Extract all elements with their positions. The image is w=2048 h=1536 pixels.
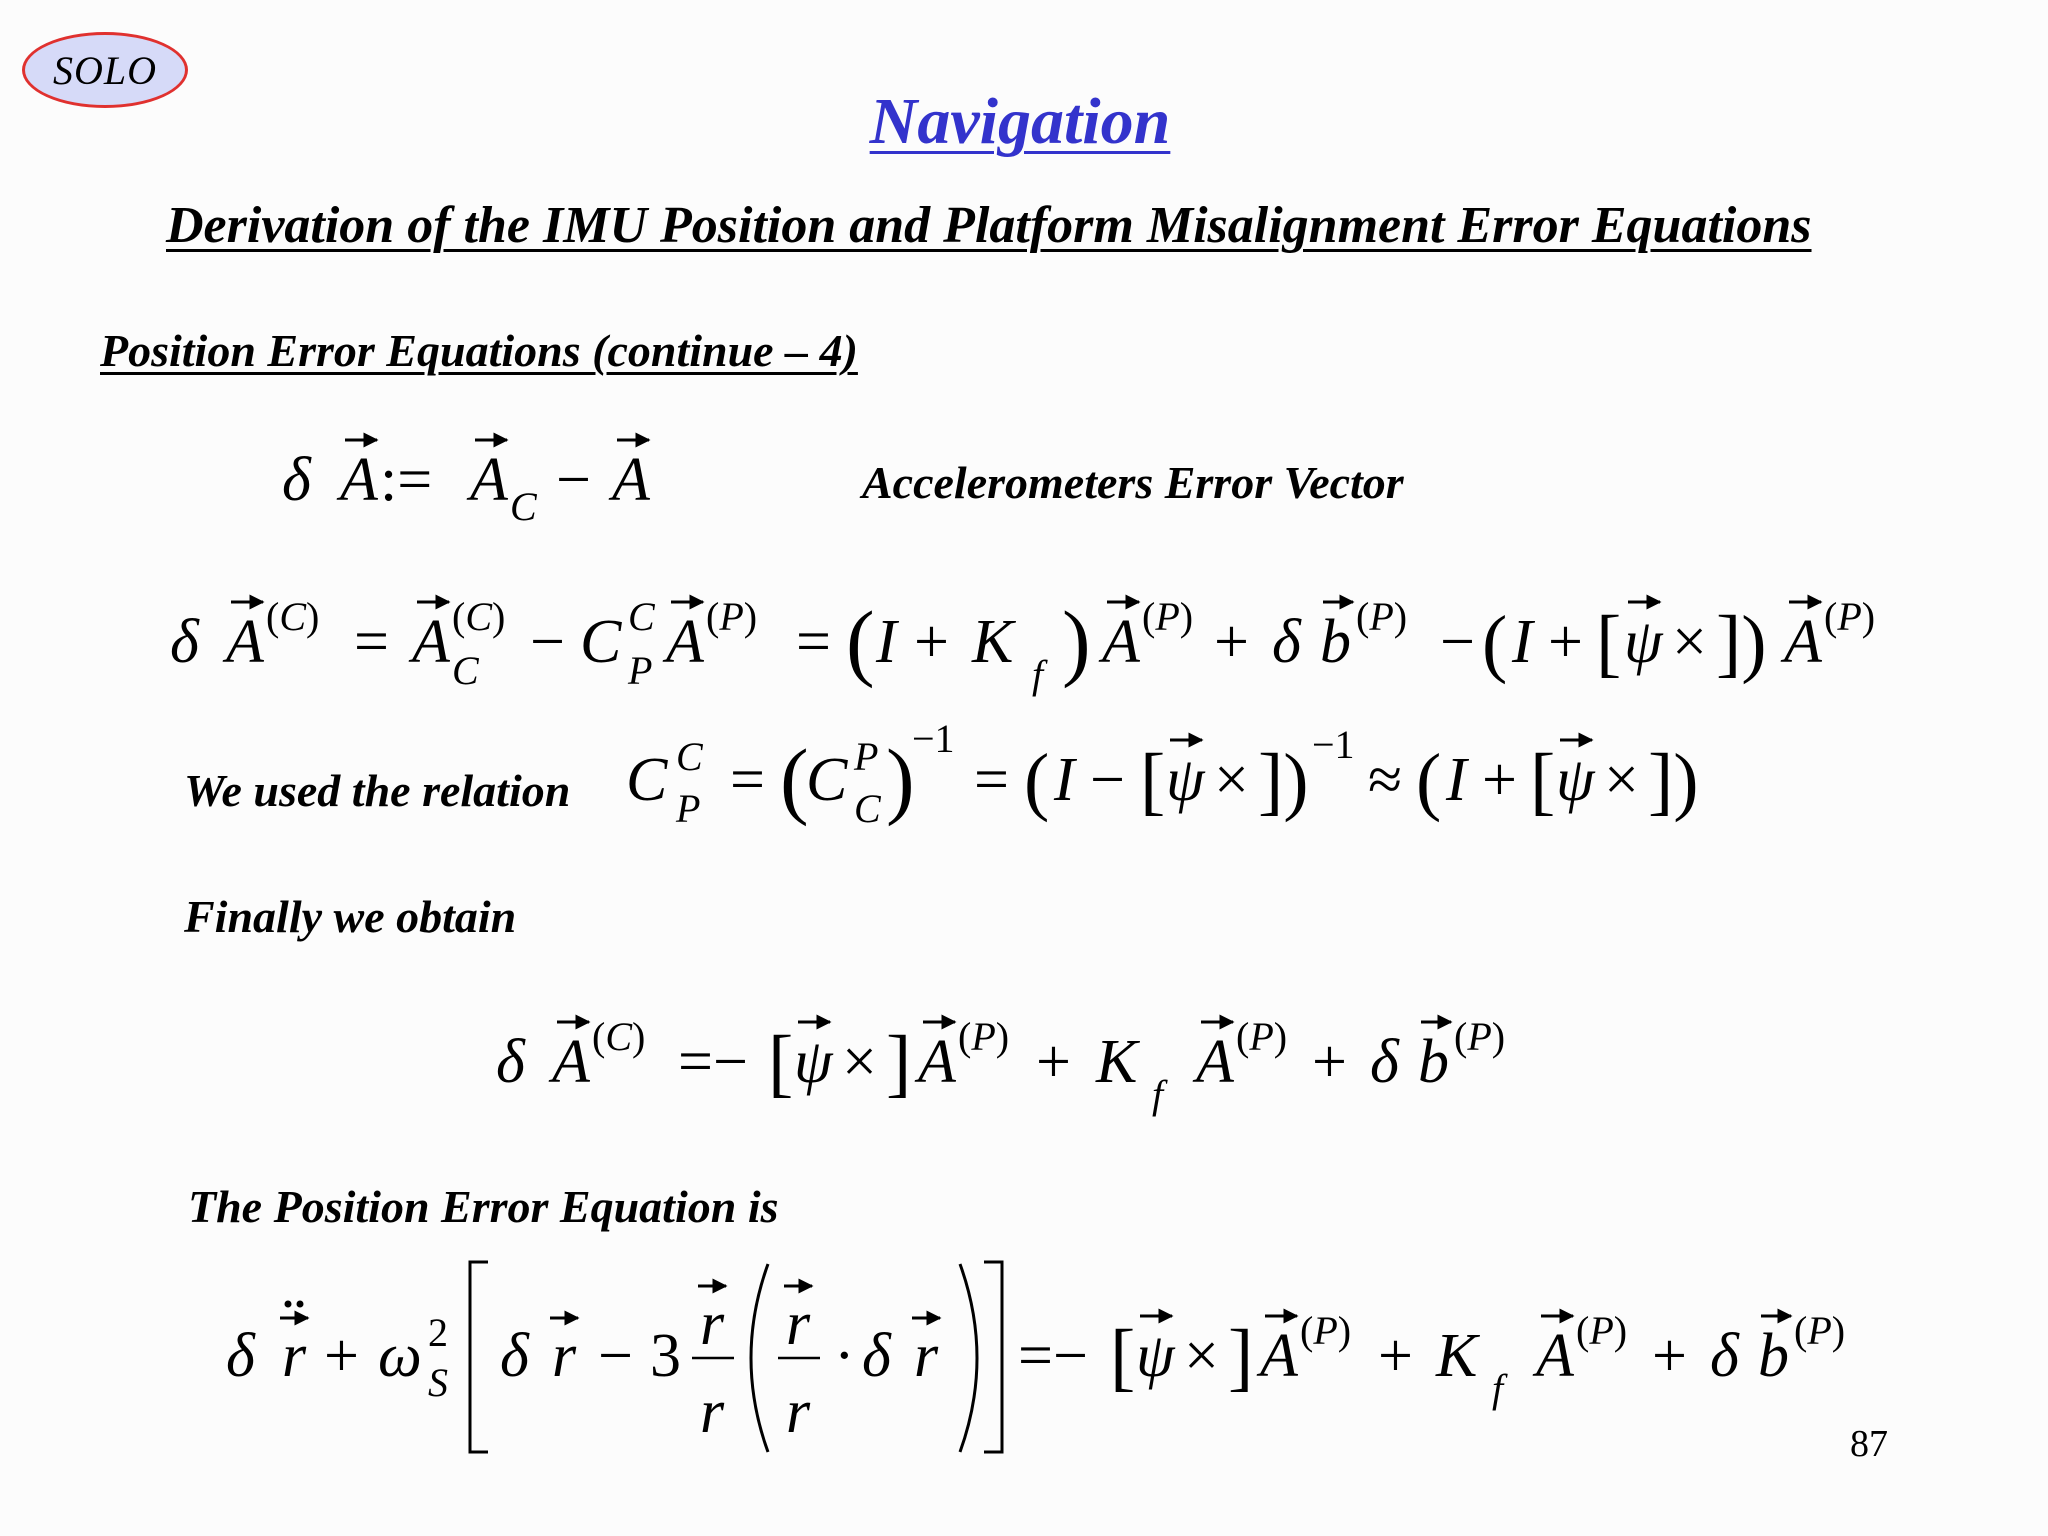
svg-text:I: I bbox=[1512, 608, 1533, 676]
svg-text:×: × bbox=[1604, 746, 1639, 814]
svg-text:(: ( bbox=[1024, 739, 1050, 823]
svg-text:=−: =− bbox=[678, 1028, 748, 1096]
svg-text:+: + bbox=[1036, 1028, 1071, 1096]
slide-subtitle: Derivation of the IMU Position and Platform Misalignment Error Equations bbox=[166, 197, 1812, 254]
svg-text:(P): (P) bbox=[1236, 1014, 1288, 1059]
svg-text:A: A bbox=[470, 446, 508, 514]
svg-text:P: P bbox=[854, 734, 879, 779]
svg-text:(P): (P) bbox=[1454, 1014, 1506, 1059]
svg-text:[: [ bbox=[1110, 1315, 1136, 1399]
svg-text:C: C bbox=[510, 484, 537, 529]
svg-text:A: A bbox=[226, 608, 264, 676]
svg-text:≈: ≈ bbox=[1368, 746, 1403, 814]
svg-text:[: [ bbox=[1596, 601, 1622, 685]
svg-text:A: A bbox=[1196, 1028, 1234, 1096]
svg-text:A: A bbox=[1102, 608, 1140, 676]
svg-text:(P): (P) bbox=[706, 594, 758, 639]
equation-position-error bbox=[226, 1262, 1845, 1452]
svg-text:A: A bbox=[552, 1028, 590, 1096]
position-error-equation-label: The Position Error Equation is bbox=[188, 1181, 779, 1232]
svg-text:C: C bbox=[626, 746, 668, 814]
svg-text:r: r bbox=[786, 1378, 811, 1446]
svg-text:δ: δ bbox=[282, 446, 311, 514]
svg-text:−: − bbox=[556, 446, 591, 514]
svg-text:A: A bbox=[918, 1028, 956, 1096]
svg-text:b: b bbox=[1758, 1322, 1789, 1390]
svg-text:r: r bbox=[786, 1290, 811, 1358]
svg-text:C: C bbox=[806, 746, 848, 814]
svg-text:): ) bbox=[886, 731, 915, 827]
svg-text:2: 2 bbox=[428, 1310, 448, 1355]
svg-text:): ) bbox=[1062, 593, 1091, 689]
svg-text:]): ]) bbox=[1648, 739, 1699, 823]
svg-text:ψ: ψ bbox=[794, 1028, 833, 1096]
svg-text:]: ] bbox=[886, 1021, 912, 1105]
svg-text:+: + bbox=[324, 1322, 359, 1390]
svg-text:δ: δ bbox=[496, 1028, 525, 1096]
svg-text:C: C bbox=[676, 734, 703, 779]
svg-text:A: A bbox=[1784, 608, 1822, 676]
svg-text:(P): (P) bbox=[1356, 594, 1408, 639]
svg-text:(C): (C) bbox=[592, 1014, 646, 1059]
svg-text:b: b bbox=[1320, 608, 1351, 676]
svg-text:[: [ bbox=[1140, 739, 1166, 823]
svg-text:(P): (P) bbox=[1300, 1308, 1352, 1353]
svg-text:×: × bbox=[1184, 1322, 1219, 1390]
svg-text:ψ: ψ bbox=[1166, 746, 1205, 814]
svg-text:−: − bbox=[1090, 746, 1125, 814]
section-heading: Position Error Equations (continue – 4) bbox=[100, 325, 858, 376]
svg-text:(P): (P) bbox=[1576, 1308, 1628, 1353]
svg-text:I: I bbox=[1054, 746, 1075, 814]
svg-text:δ: δ bbox=[1272, 608, 1301, 676]
svg-text:=: = bbox=[974, 746, 1009, 814]
svg-text:ω: ω bbox=[378, 1322, 422, 1390]
equation-dcm-relation bbox=[626, 716, 1699, 831]
svg-text:×: × bbox=[1214, 746, 1249, 814]
svg-text:δ: δ bbox=[226, 1322, 255, 1390]
equation-accel-error-definition bbox=[282, 440, 651, 529]
svg-text:−1: −1 bbox=[912, 716, 955, 761]
svg-text::=: := bbox=[380, 446, 433, 514]
title-text: Navigation bbox=[869, 85, 1171, 158]
svg-text:+: + bbox=[1482, 746, 1517, 814]
svg-text:·: · bbox=[834, 1322, 855, 1390]
svg-text:(: ( bbox=[846, 593, 875, 689]
page-number: 87 bbox=[1850, 1423, 1888, 1465]
accelerometers-error-label: Accelerometers Error Vector bbox=[862, 457, 1404, 508]
svg-text:−: − bbox=[530, 608, 565, 676]
svg-text:=−: =− bbox=[1018, 1322, 1088, 1390]
svg-text:+: + bbox=[1378, 1322, 1413, 1390]
svg-text:A: A bbox=[340, 446, 378, 514]
svg-text:(P): (P) bbox=[1142, 594, 1194, 639]
svg-text:(C): (C) bbox=[266, 594, 320, 639]
svg-text:(: ( bbox=[1482, 601, 1508, 685]
svg-text:(P): (P) bbox=[1794, 1308, 1846, 1353]
equation-accel-error-expanded bbox=[170, 593, 1875, 697]
svg-text:δ: δ bbox=[170, 608, 199, 676]
svg-text:]: ] bbox=[1228, 1315, 1254, 1399]
svg-text:A: A bbox=[1260, 1322, 1298, 1390]
svg-text:A: A bbox=[1536, 1322, 1574, 1390]
svg-text:δ: δ bbox=[500, 1322, 529, 1390]
svg-text:K: K bbox=[1436, 1322, 1478, 1390]
svg-text:C: C bbox=[628, 594, 655, 639]
svg-text:ψ: ψ bbox=[1624, 608, 1663, 676]
svg-text:(: ( bbox=[1416, 739, 1442, 823]
svg-text:δ: δ bbox=[1710, 1322, 1739, 1390]
svg-text:+: + bbox=[1214, 608, 1249, 676]
svg-text:P: P bbox=[676, 786, 701, 831]
svg-text:r: r bbox=[552, 1322, 577, 1390]
svg-text:]): ]) bbox=[1258, 739, 1309, 823]
svg-text:I: I bbox=[1446, 746, 1467, 814]
svg-text:=: = bbox=[730, 746, 765, 814]
svg-text:(: ( bbox=[780, 731, 809, 827]
svg-text:−: − bbox=[598, 1322, 633, 1390]
svg-text:[: [ bbox=[768, 1021, 794, 1105]
equation-accel-error-final bbox=[496, 1014, 1505, 1117]
svg-text:3: 3 bbox=[650, 1322, 681, 1390]
svg-text:C: C bbox=[854, 786, 881, 831]
svg-text:−: − bbox=[1440, 608, 1475, 676]
svg-text:δ: δ bbox=[1370, 1028, 1399, 1096]
svg-text:A: A bbox=[666, 608, 704, 676]
svg-text:+: + bbox=[914, 608, 949, 676]
svg-text:−1: −1 bbox=[1312, 722, 1355, 767]
svg-text:ψ: ψ bbox=[1556, 746, 1595, 814]
svg-text:(P): (P) bbox=[1824, 594, 1876, 639]
svg-text:C: C bbox=[452, 648, 479, 693]
svg-text:+: + bbox=[1652, 1322, 1687, 1390]
svg-text:r: r bbox=[914, 1322, 939, 1390]
svg-text:×: × bbox=[842, 1028, 877, 1096]
svg-text:f: f bbox=[1032, 652, 1044, 697]
svg-text:r: r bbox=[700, 1290, 725, 1358]
svg-text:r: r bbox=[282, 1322, 307, 1390]
svg-text:K: K bbox=[1096, 1028, 1138, 1096]
svg-text:+: + bbox=[1312, 1028, 1347, 1096]
svg-text:=: = bbox=[796, 608, 831, 676]
svg-text:ψ: ψ bbox=[1136, 1322, 1175, 1390]
svg-text:δ: δ bbox=[862, 1322, 891, 1390]
svg-text:=: = bbox=[354, 608, 389, 676]
svg-text:b: b bbox=[1418, 1028, 1449, 1096]
svg-text:+: + bbox=[1548, 608, 1583, 676]
svg-text:I: I bbox=[876, 608, 897, 676]
svg-text:A: A bbox=[612, 446, 650, 514]
svg-text:(P): (P) bbox=[958, 1014, 1010, 1059]
svg-text:]): ]) bbox=[1716, 601, 1767, 685]
finally-label: Finally we obtain bbox=[184, 891, 517, 942]
relation-label: We used the relation bbox=[184, 765, 571, 816]
svg-text:[: [ bbox=[1530, 739, 1556, 823]
svg-text:C: C bbox=[580, 608, 622, 676]
logo-text: SOLO bbox=[52, 47, 158, 93]
svg-text:f: f bbox=[1152, 1072, 1164, 1117]
svg-text:r: r bbox=[700, 1378, 725, 1446]
svg-text:×: × bbox=[1672, 608, 1707, 676]
svg-text:S: S bbox=[428, 1360, 448, 1405]
svg-text:P: P bbox=[628, 648, 653, 693]
svg-text:(C): (C) bbox=[452, 594, 506, 639]
svg-text:f: f bbox=[1492, 1366, 1504, 1411]
svg-text:A: A bbox=[412, 608, 450, 676]
svg-text:K: K bbox=[972, 608, 1014, 676]
